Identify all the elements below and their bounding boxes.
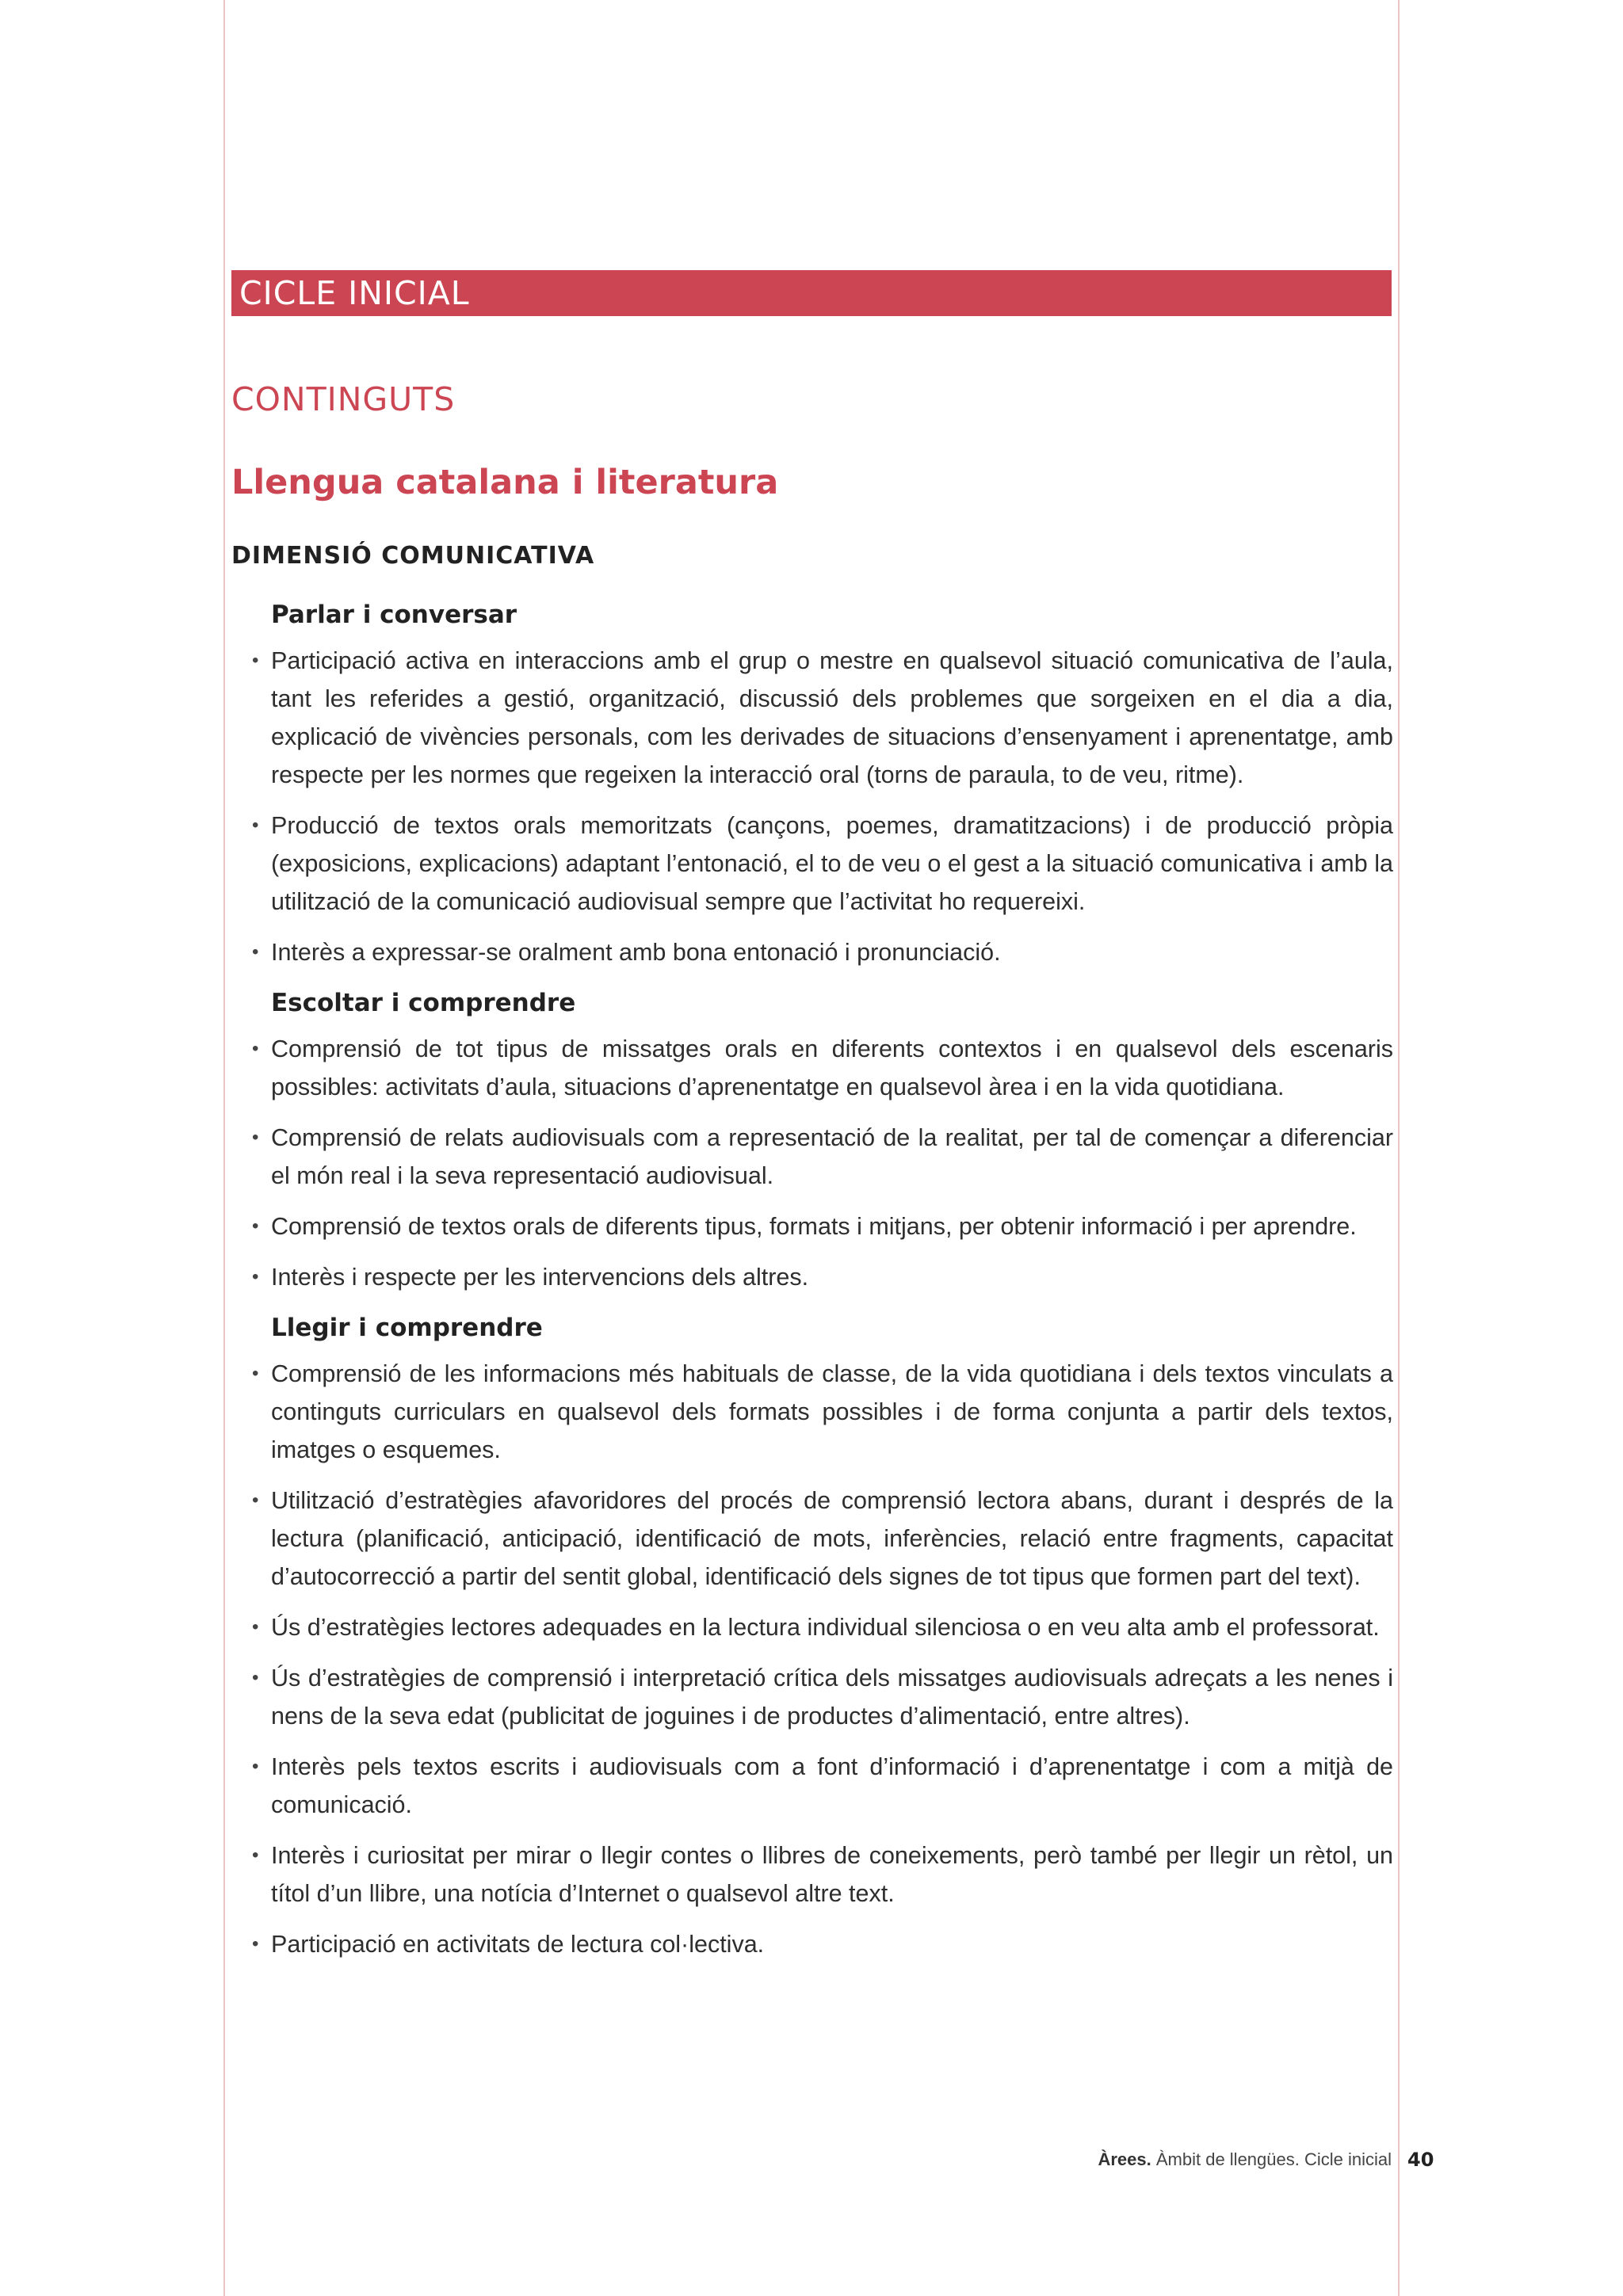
list-item — [252, 1925, 1393, 1963]
list-item-text: Utilització d’estratègies afavoridores del procés de comprensió lectora abans, durant i després de la lectura (planificació, anticipació, identificació de mots, inferències, relació entre fragments, capacitat d’autocorrecció a partir del sentit global, identificació dels signes de tot tipus que formen part del text). — [271, 1487, 1393, 1590]
list-item — [252, 1482, 1393, 1596]
content-body — [252, 596, 1393, 1976]
page-footer — [0, 2144, 1623, 2176]
list-item-text: Participació en activitats de lectura col·lectiva. — [271, 1931, 765, 1958]
list-item — [252, 1119, 1393, 1195]
subsection-title: Parlar i conversar — [271, 601, 517, 629]
bullet-list — [252, 1355, 1393, 1963]
bullet-dot: • — [252, 1038, 259, 1059]
bullet-dot: • — [252, 1215, 259, 1237]
list-item — [252, 1207, 1393, 1245]
list-item-text: Interès a expressar-se oralment amb bona entonació i pronunciació. — [271, 939, 1001, 966]
list-item-text: Interès i curiositat per mirar o llegir contes o llibres de coneixements, però també per llegir un rètol, un títol d’un llibre, una notícia d’Internet o qualsevol altre text. — [271, 1842, 1393, 1907]
list-item-text: Comprensió de relats audiovisuals com a representació de la realitat, per tal de començar a diferenciar el món real i la seva representació audiovisual. — [271, 1124, 1393, 1189]
list-item-text: Ús d’estratègies lectores adequades en la lectura individual silenciosa o en veu alta amb el professorat. — [271, 1614, 1380, 1641]
list-item-text: Comprensió de tot tipus de missatges orals en diferents contextos i en qualsevol dels escenaris possibles: activitats d’aula, situacions d’aprenentatge en qualsevol àrea i en la vida quotidiana. — [271, 1035, 1393, 1100]
bullet-dot: • — [252, 1266, 259, 1287]
bullet-dot: • — [252, 650, 259, 671]
list-item-text: Ús d’estratègies de comprensió i interpretació crítica dels missatges audiovisuals adreçats a les nenes i nens de la seva edat (publicitat de joguines i de productes d’alimentació, entre altres). — [271, 1665, 1393, 1730]
list-item-text: Comprensió de textos orals de diferents tipus, formats i mitjans, per obtenir informació i per aprendre. — [271, 1213, 1357, 1240]
list-item — [252, 1659, 1393, 1735]
bullet-dot: • — [252, 1616, 259, 1638]
bullet-list — [252, 1030, 1393, 1296]
list-item-text: Interès i respecte per les intervencions dels altres. — [271, 1264, 809, 1291]
list-item — [252, 807, 1393, 921]
list-item-text: Producció de textos orals memoritzats (cançons, poemes, dramatitzacions) i de producció pròpia (exposicions, explicacions) adaptant l’entonació, el to de veu o el gest a la situació comunicativa i amb la utilització de la comunicació audiovisual sempre que l’activitat ho requereixi. — [271, 812, 1393, 915]
left-margin-line — [223, 0, 225, 2296]
dimension-title: DIMENSIÓ COMUNICATIVA — [231, 542, 595, 570]
bullet-list — [252, 642, 1393, 971]
list-item — [252, 1355, 1393, 1469]
subject-title: Llengua catalana i literatura — [231, 463, 779, 502]
page-number: 40 — [1407, 2149, 1434, 2171]
subsection-title: Escoltar i comprendre — [271, 989, 576, 1017]
bullet-dot: • — [252, 1844, 259, 1866]
list-item — [252, 1030, 1393, 1106]
footer-area: Àrees. — [1098, 2149, 1151, 2169]
list-item — [252, 642, 1393, 794]
list-item — [252, 933, 1393, 971]
bullet-dot: • — [252, 1756, 259, 1777]
list-item-text: Interès pels textos escrits i audiovisuals com a font d’informació i d’aprenentatge i com a mitjà de comunicació. — [271, 1753, 1393, 1818]
subsection-parlar-i-conversar — [252, 596, 1393, 971]
bullet-dot: • — [252, 1489, 259, 1511]
right-margin-line — [1398, 0, 1400, 2296]
bullet-dot: • — [252, 814, 259, 836]
bullet-dot: • — [252, 941, 259, 963]
bullet-dot: • — [252, 1363, 259, 1384]
cycle-banner-label: CICLE INICIAL — [239, 274, 470, 312]
bullet-dot: • — [252, 1667, 259, 1688]
subsection-escoltar-i-comprendre — [252, 984, 1393, 1296]
list-item — [252, 1748, 1393, 1824]
list-item-text: Comprensió de les informacions més habituals de classe, de la vida quotidiana i dels textos vinculats a continguts curriculars en qualsevol dels formats possibles i de forma conjunta a partir dels textos, imatges o esquemes. — [271, 1360, 1393, 1463]
list-item — [252, 1608, 1393, 1646]
list-item-text: Participació activa en interaccions amb el grup o mestre en qualsevol situació comunicativa de l’aula, tant les referides a gestió, organització, discussió dels problemes que sorgeixen en el dia a dia, explicació de vivències personals, com les derivades de situacions d’ensenyament i aprenentatge, amb respecte per les normes que regeixen la interacció oral (torns de paraula, to de veu, ritme). — [271, 647, 1393, 788]
subsection-title: Llegir i comprendre — [271, 1314, 543, 1342]
list-item — [252, 1258, 1393, 1296]
subsection-llegir-i-comprendre — [252, 1309, 1393, 1963]
list-item — [252, 1836, 1393, 1913]
footer-path: Àmbit de llengües. Cicle inicial — [1155, 2149, 1392, 2169]
footer-breadcrumb — [1098, 2144, 1392, 2176]
bullet-dot: • — [252, 1127, 259, 1148]
section-title: CONTINGUTS — [231, 380, 456, 418]
bullet-dot: • — [252, 1933, 259, 1955]
cycle-banner — [231, 270, 1392, 316]
